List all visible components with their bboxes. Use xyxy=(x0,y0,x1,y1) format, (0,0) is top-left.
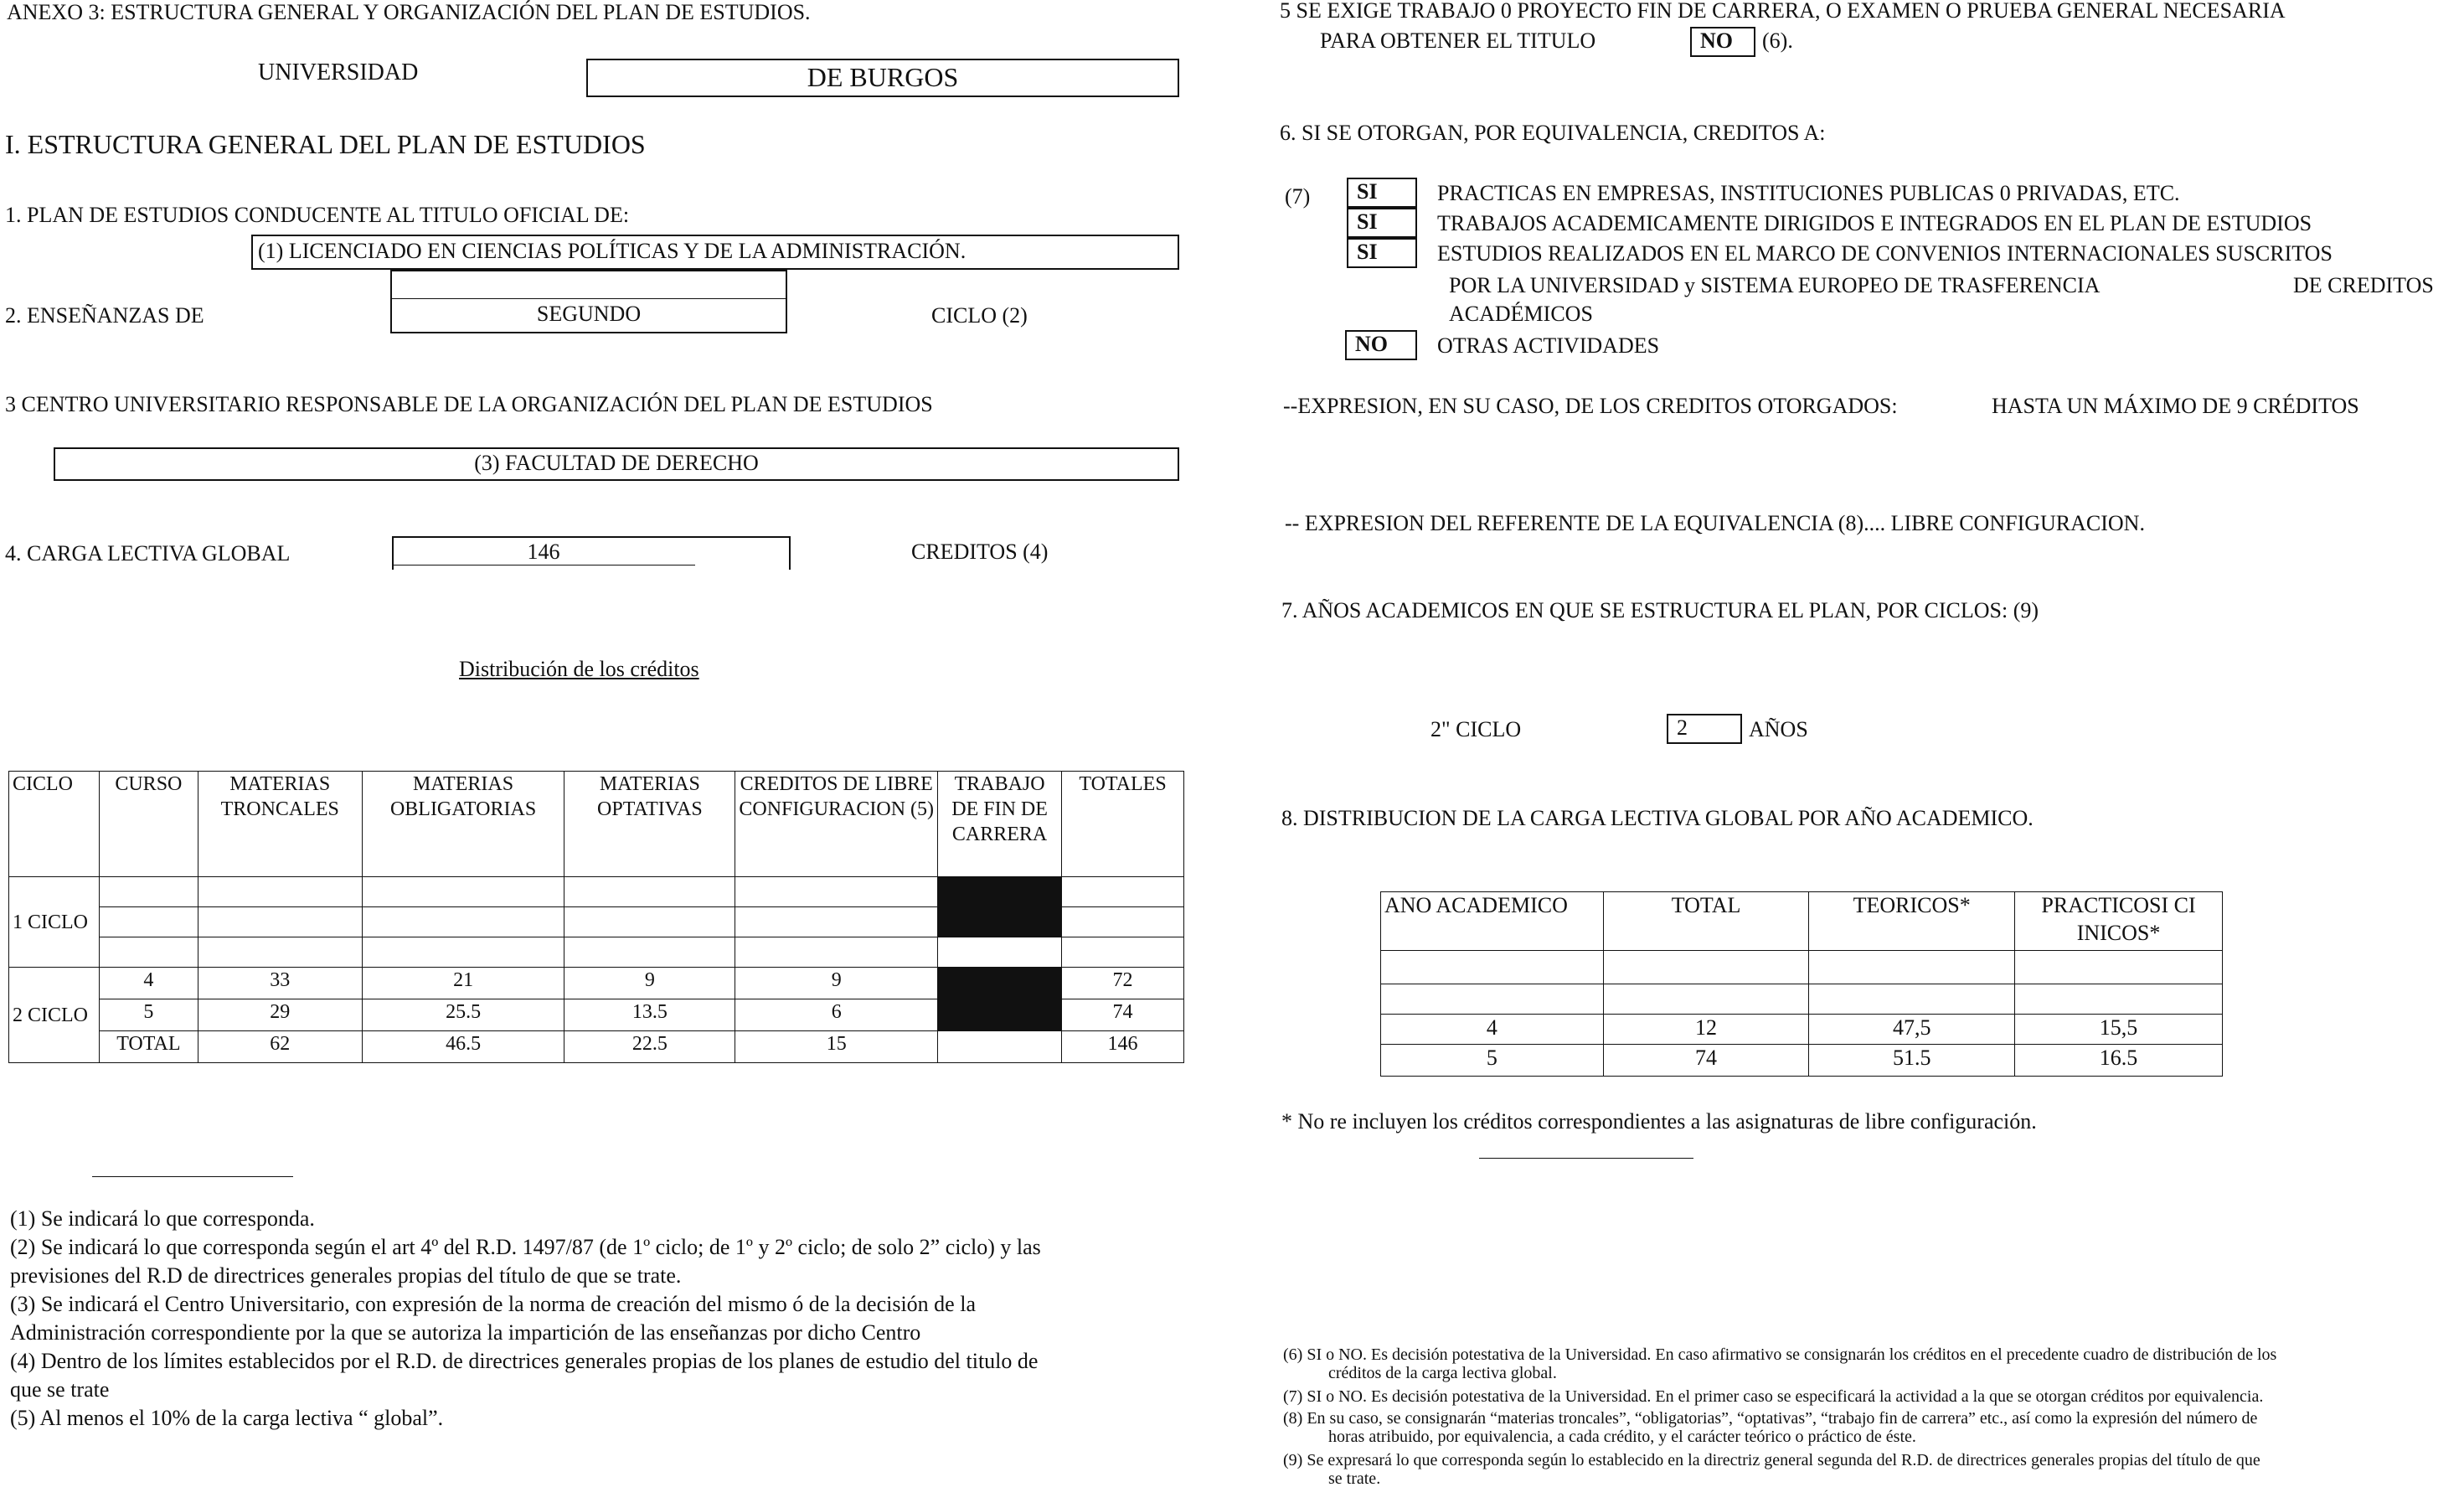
footnote-line: horas atribuido, por equivalencia, a cada crédito, y el carácter teórico o práctico de éste. xyxy=(1328,1428,1916,1446)
footnote-line: que se trate xyxy=(10,1377,110,1402)
footnote-line: (3) Se indicará el Centro Universitario, con expresión de la norma de creación del mismo ó de la decisión de la xyxy=(10,1292,976,1316)
distribution-title: Distribución de los créditos xyxy=(459,657,699,681)
header-teoricos: TEORICOS* xyxy=(1809,892,2015,951)
header-totales: TOTALES xyxy=(1062,772,1184,877)
option2-text: TRABAJOS ACADEMICAMENTE DIRIGIDOS E INTEGRADOS EN EL PLAN DE ESTUDIOS xyxy=(1437,211,2312,235)
item4-underline xyxy=(392,565,695,566)
expr1-value: HASTA UN MÁXIMO DE 9 CRÉDITOS xyxy=(1992,394,2359,418)
header-troncales: MATERIAS TRONCALES xyxy=(198,772,362,877)
footnotes-right xyxy=(1283,1345,2456,1488)
header-anio: ANO ACADEMICO xyxy=(1381,892,1604,951)
footnote-line: (1) Se indicará lo que corresponda. xyxy=(10,1206,315,1231)
option3-answer-box xyxy=(1347,238,1417,268)
footnote-rule-right xyxy=(1479,1158,1693,1159)
troncales-cell: 33 xyxy=(198,968,362,999)
item4-value: 146 xyxy=(527,540,560,564)
footnote-rule-left xyxy=(92,1176,293,1177)
troncales-cell: 62 xyxy=(198,1031,362,1063)
practicos-cell: 15,5 xyxy=(2015,1015,2223,1045)
section1-title: I. ESTRUCTURA GENERAL DEL PLAN DE ESTUDIOS xyxy=(5,129,646,159)
optativas-cell: 22.5 xyxy=(564,1031,735,1063)
footnotes-left xyxy=(10,1205,1183,1433)
option2-answer-box xyxy=(1347,208,1417,238)
footnote-line: (6) SI o NO. Es decisión potestativa de la Universidad. En caso afirmativo se consignarán los créditos en el precedente cuadro de distribución de los xyxy=(1283,1345,2277,1364)
total-cell: 74 xyxy=(1603,1045,1809,1077)
footnote-line: créditos de la carga lectiva global. xyxy=(1328,1364,1557,1382)
item5-suffix: (6). xyxy=(1762,28,1793,53)
totales-cell: 74 xyxy=(1062,999,1184,1031)
option1-answer: SI xyxy=(1357,179,1378,204)
footnote-line: se trate. xyxy=(1328,1469,1381,1488)
table-row xyxy=(9,1031,1184,1063)
header-libre: CREDITOS DE LIBRE CONFIGURACION (5) xyxy=(735,772,938,877)
item7-suffix: AÑOS xyxy=(1749,717,1808,741)
item5-answer-box xyxy=(1690,27,1755,57)
header-total: TOTAL xyxy=(1603,892,1809,951)
option3-answer: SI xyxy=(1357,240,1378,264)
libre-cell: 6 xyxy=(735,999,938,1031)
header-ciclo: CICLO xyxy=(9,772,100,877)
option4-answer: NO xyxy=(1355,332,1388,356)
option3-continuation-a: POR LA UNIVERSIDAD y SISTEMA EUROPEO DE TRASFERENCIA xyxy=(1449,273,2101,297)
footnote-line: (4) Dentro de los límites establecidos por el R.D. de directrices generales propias de los planes de estudio del titulo de xyxy=(10,1349,1039,1373)
blocked-cell xyxy=(938,877,1062,907)
option4-answer-box xyxy=(1345,330,1417,360)
trabajo-cell xyxy=(938,1031,1062,1063)
ciclo2-label: 2 CICLO xyxy=(9,968,100,1063)
option1-text: PRACTICAS EN EMPRESAS, INSTITUCIONES PUBLICAS 0 PRIVADAS, ETC. xyxy=(1437,181,2180,205)
table-row xyxy=(9,907,1184,937)
footnote-line: (5) Al menos el 10% de la carga lectiva “ global”. xyxy=(10,1406,444,1430)
obligatorias-cell: 25.5 xyxy=(362,999,564,1031)
item7-ciclo: 2" CICLO xyxy=(1430,717,1522,741)
item1-label: 1. PLAN DE ESTUDIOS CONDUCENTE AL TITULO OFICIAL DE: xyxy=(5,203,630,227)
table-row xyxy=(1381,1015,2223,1045)
university-label: UNIVERSIDAD xyxy=(258,59,419,85)
expr2: -- EXPRESION DEL REFERENTE DE LA EQUIVALENCIA (8).... LIBRE CONFIGURACION. xyxy=(1285,511,2145,535)
table-row xyxy=(1381,984,2223,1015)
ciclo1-label: 1 CICLO xyxy=(9,877,100,968)
option3-continuation-b: DE CREDITOS xyxy=(2293,273,2434,297)
item4-label: 4. CARGA LECTIVA GLOBAL xyxy=(5,541,291,566)
teoricos-cell: 51.5 xyxy=(1809,1045,2015,1077)
item7-title: 7. AÑOS ACADEMICOS EN QUE SE ESTRUCTURA EL PLAN, POR CICLOS: (9) xyxy=(1281,598,2039,622)
item2-label: 2. ENSEÑANZAS DE xyxy=(5,303,204,328)
footnote-line: (9) Se expresará lo que corresponda según lo establecido en la directriz general segunda del R.D. de directrices generales propias del título de que xyxy=(1283,1451,2260,1469)
item7-answer: 2 xyxy=(1677,715,1688,740)
item1-field xyxy=(251,235,1179,270)
table-row xyxy=(1381,1045,2223,1077)
item4-suffix: CREDITOS (4) xyxy=(911,540,1049,564)
practicos-cell: 16.5 xyxy=(2015,1045,2223,1077)
university-value: DE BURGOS xyxy=(807,62,959,92)
header-trabajo: TRABAJO DE FIN DE CARRERA xyxy=(938,772,1062,877)
option3-text: ESTUDIOS REALIZADOS EN EL MARCO DE CONVENIOS INTERNACIONALES SUSCRITOS xyxy=(1437,241,2333,266)
footnote-line: (7) SI o NO. Es decisión potestativa de la Universidad. En el primer caso se especificará la actividad a la que se otorgan créditos por equivalencia. xyxy=(1283,1387,2264,1406)
load-header-row xyxy=(1381,892,2223,951)
credits-table xyxy=(8,771,1184,1063)
credits-header-row xyxy=(9,772,1184,877)
item8-title: 8. DISTRIBUCION DE LA CARGA LECTIVA GLOBAL POR AÑO ACADEMICO. xyxy=(1281,806,2034,830)
item5-line1: 5 SE EXIGE TRABAJO 0 PROYECTO FIN DE CARRERA, O EXAMEN O PRUEBA GENERAL NECESARIA xyxy=(1280,0,2286,23)
header-practicos: PRACTICOSI CI INICOS* xyxy=(2015,892,2223,951)
table-row xyxy=(1381,951,2223,984)
anio-cell: 5 xyxy=(1381,1045,1604,1077)
curso-cell: TOTAL xyxy=(99,1031,198,1063)
university-field xyxy=(586,59,1179,97)
footnote-line: (2) Se indicará lo que corresponda según el art 4º del R.D. 1497/87 (de 1º ciclo; de 1º y 2º ciclo; de solo 2” ciclo) y las xyxy=(10,1235,1041,1259)
expr1-label: --EXPRESION, EN SU CASO, DE LOS CREDITOS OTORGADOS: xyxy=(1283,394,1898,418)
header-obligatorias: MATERIAS OBLIGATORIAS xyxy=(362,772,564,877)
footnote-line: previsiones del R.D de directrices generales propias del título de que se trate. xyxy=(10,1263,682,1288)
libre-cell: 15 xyxy=(735,1031,938,1063)
item2-suffix: CICLO (2) xyxy=(931,303,1028,328)
item7-answer-box xyxy=(1667,714,1742,744)
item2-value: SEGUNDO xyxy=(536,302,642,326)
load-note: * No re incluyen los créditos correspondientes a las asignaturas de libre configuración. xyxy=(1281,1109,2037,1134)
option4-text: OTRAS ACTIVIDADES xyxy=(1437,333,1660,358)
blocked-cell xyxy=(938,968,1062,1031)
table-row xyxy=(9,968,1184,999)
item5-line2: PARA OBTENER EL TITULO xyxy=(1320,28,1596,53)
curso-cell: 5 xyxy=(99,999,198,1031)
totales-cell: 72 xyxy=(1062,968,1184,999)
item3-value: (3) FACULTAD DE DERECHO xyxy=(474,451,759,475)
item2-divider xyxy=(390,298,787,299)
item1-value: (1) LICENCIADO EN CIENCIAS POLÍTICAS Y DE LA ADMINISTRACIÓN. xyxy=(258,239,967,263)
obligatorias-cell: 46.5 xyxy=(362,1031,564,1063)
anio-cell: 4 xyxy=(1381,1015,1604,1045)
item5-answer: NO xyxy=(1700,28,1733,53)
header-curso: CURSO xyxy=(99,772,198,877)
totales-cell: 146 xyxy=(1062,1031,1184,1063)
item6-title: 6. SI SE OTORGAN, POR EQUIVALENCIA, CREDITOS A: xyxy=(1280,121,1826,145)
optativas-cell: 13.5 xyxy=(564,999,735,1031)
total-cell: 12 xyxy=(1603,1015,1809,1045)
option3-continuation-2: ACADÉMICOS xyxy=(1449,302,1593,326)
header-optativas: MATERIAS OPTATIVAS xyxy=(564,772,735,877)
blocked-cell xyxy=(938,907,1062,937)
footnote-line: Administración correspondiente por la que se autoriza la impartición de las enseñanzas por dicho Centro xyxy=(10,1320,921,1345)
item6-marker: (7) xyxy=(1285,184,1311,209)
troncales-cell: 29 xyxy=(198,999,362,1031)
item3-field xyxy=(54,447,1179,481)
curso-cell: 4 xyxy=(99,968,198,999)
option1-answer-box xyxy=(1347,178,1417,208)
item3-label: 3 CENTRO UNIVERSITARIO RESPONSABLE DE LA ORGANIZACIÓN DEL PLAN DE ESTUDIOS xyxy=(5,392,933,416)
libre-cell: 9 xyxy=(735,968,938,999)
option2-answer: SI xyxy=(1357,209,1378,234)
obligatorias-cell: 21 xyxy=(362,968,564,999)
table-row xyxy=(9,937,1184,968)
annex-title: ANEXO 3: ESTRUCTURA GENERAL Y ORGANIZACIÓN DEL PLAN DE ESTUDIOS. xyxy=(7,0,811,24)
load-table xyxy=(1380,891,2223,1077)
footnote-line: (8) En su caso, se consignarán “materias troncales”, “obligatorias”, “optativas”, “trabajo fin de carrera” etc., así como la expresión del número de xyxy=(1283,1409,2258,1428)
table-row xyxy=(9,877,1184,907)
optativas-cell: 9 xyxy=(564,968,735,999)
teoricos-cell: 47,5 xyxy=(1809,1015,2015,1045)
